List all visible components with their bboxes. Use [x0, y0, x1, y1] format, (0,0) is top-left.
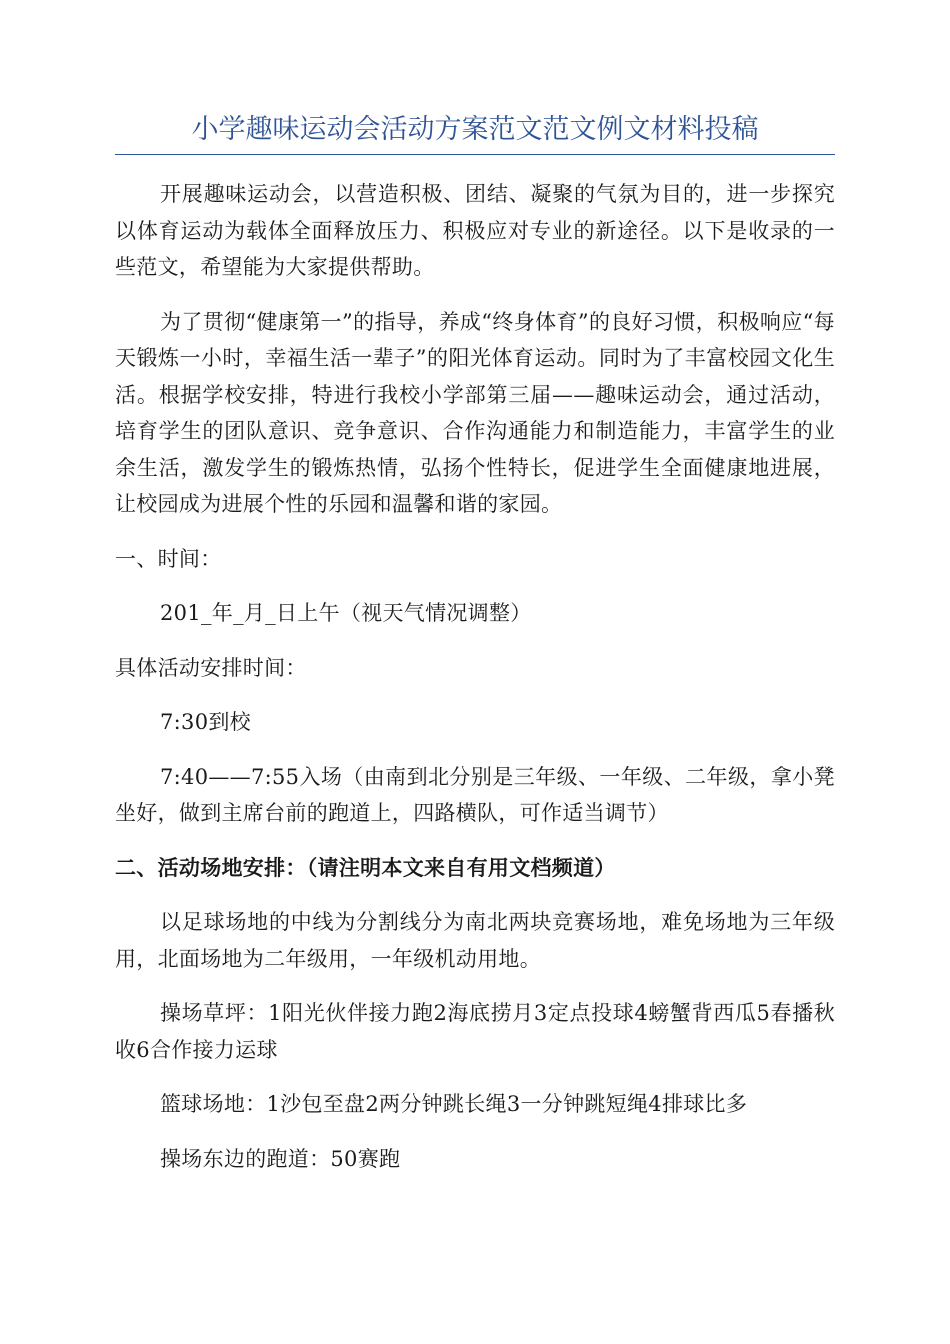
section-heading-venue: 二、活动场地安排：（请注明本文来自有用文档频道） — [115, 854, 616, 880]
paragraph-date: 201_年_月_日上午（视天气情况调整） — [160, 601, 532, 625]
document-body — [115, 176, 835, 1195]
paragraph-venue-division: 以足球场地的中线为分割线分为南北两块竞赛场地，难免场地为三年级用，北面场地为二年级用，一年级机动用地。 — [115, 910, 835, 971]
paragraph-purpose: 为了贯彻“健康第一”的指导，养成“终身体育”的良好习惯，积极响应“每天锻炼一小时，幸福生活一辈子”的阳光体育运动。同时为了丰富校园文化生活。根据学校安排，特进行我校小学部第三届——趣味运动会，通过活动，培育学生的团队意识、竞争意识、合作沟通能力和制造能力，丰富学生的业余生活，激发学生的锻炼热情，弘扬个性特长，促进学生全面健康地进展，让校园成为进展个性的乐园和温馨和谐的家园。 — [115, 309, 835, 516]
document-title: 小学趣味运动会活动方案范文范文例文材料投稿 — [191, 114, 759, 145]
paragraph-arrival-time: 7:30到校 — [160, 710, 251, 734]
paragraph-entry-time: 7:40——7:55入场（由南到北分别是三年级、一年级、二年级，拿小凳坐好，做到主席台前的跑道上，四路横队，可作适当调节） — [115, 764, 835, 825]
paragraph-basketball-events: 篮球场地：1沙包至盘2两分钟跳长绳3一分钟跳短绳4排球比多 — [160, 1092, 748, 1116]
paragraph-schedule-label: 具体活动安排时间： — [115, 655, 307, 680]
paragraph-intro: 开展趣味运动会，以营造积极、团结、凝聚的气氛为目的，进一步探究以体育运动为载体全面释放压力、积极应对专业的新途径。以下是收录的一些范文，希望能为大家提供帮助。 — [115, 182, 835, 279]
paragraph-lawn-events: 操场草坪：1阳光伙伴接力跑2海底捞月3定点投球4螃蟹背西瓜5春播秋收6合作接力运球 — [115, 1001, 835, 1062]
section-heading-time: 一、时间： — [115, 546, 222, 571]
title-underline — [115, 154, 835, 155]
paragraph-track-events: 操场东边的跑道：50赛跑 — [160, 1146, 401, 1171]
